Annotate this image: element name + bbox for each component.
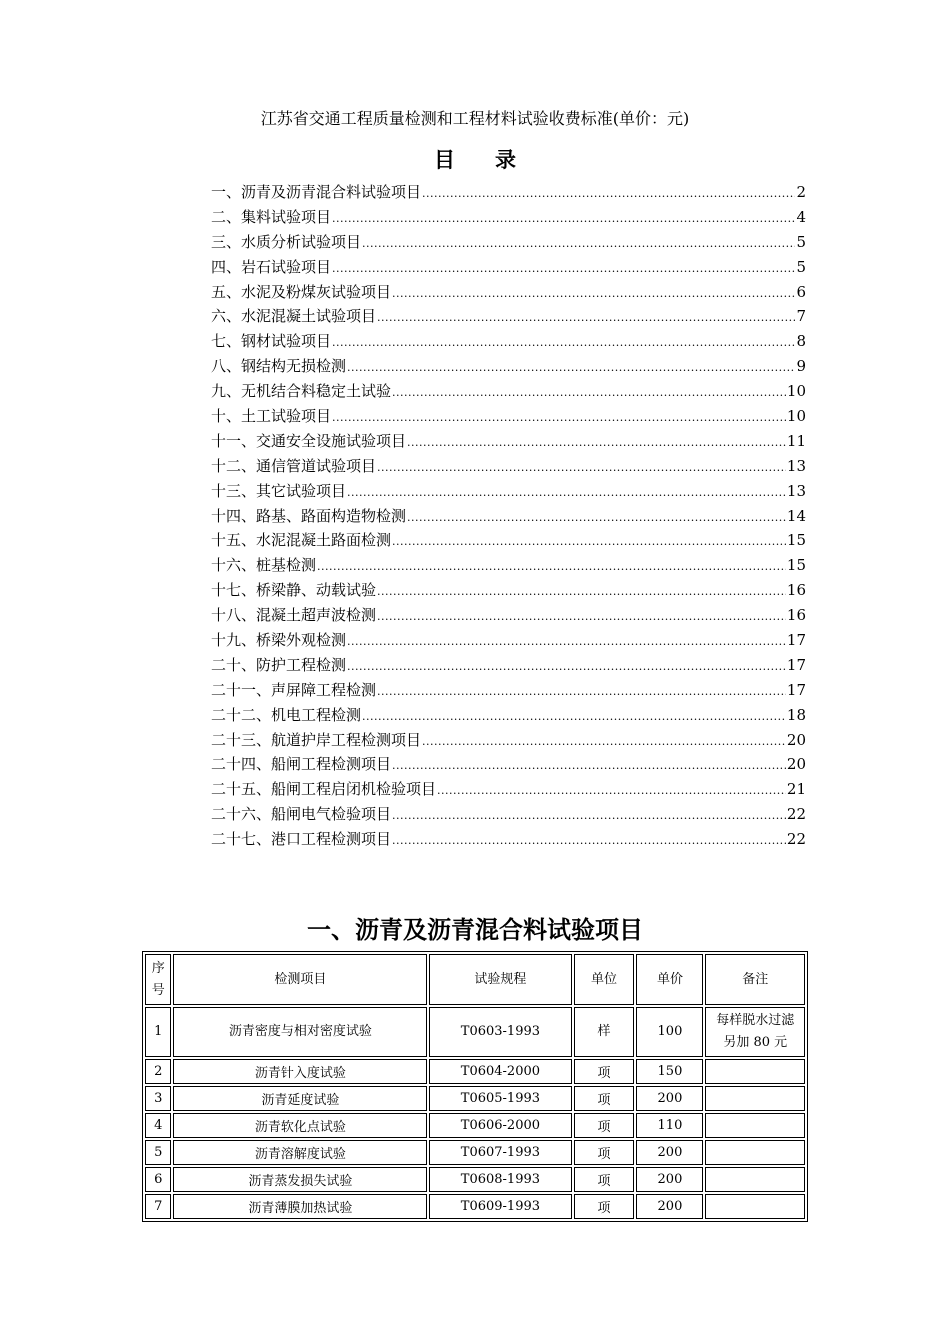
cell-unit: 项	[574, 1059, 635, 1084]
toc-entry-page: 8	[796, 332, 806, 351]
toc-heading	[0, 144, 950, 174]
toc-entry[interactable]	[211, 653, 806, 678]
toc-entry-label: 五、水泥及粉煤灰试验项目	[211, 282, 392, 301]
toc-entry-label: 四、岩石试验项目	[211, 257, 332, 276]
toc-entry-page: 17	[786, 655, 806, 674]
toc-entry-page: 5	[796, 232, 806, 251]
cell-item: 沥青软化点试验	[173, 1113, 427, 1138]
toc-entry-page: 20	[786, 755, 806, 774]
cell-note	[705, 1059, 805, 1084]
column-header-price: 单价	[636, 954, 703, 1005]
column-header-no: 序 号	[145, 954, 171, 1005]
column-header-item: 检测项目	[173, 954, 427, 1005]
toc-entry-page: 7	[796, 307, 806, 326]
cell-spec: T0608-1993	[429, 1167, 571, 1192]
table-row	[145, 1194, 805, 1219]
toc-entry[interactable]	[211, 752, 806, 777]
toc-leader-dots	[422, 182, 795, 207]
toc-entry-label: 十、土工试验项目	[211, 407, 332, 426]
section-title: 一、沥青及沥青混合料试验项目	[307, 915, 643, 944]
toc-entry[interactable]	[211, 379, 806, 404]
cell-note	[705, 1086, 805, 1111]
table-row	[145, 1086, 805, 1111]
toc-entry-page: 13	[786, 481, 806, 500]
toc-entry[interactable]	[211, 230, 806, 255]
toc-entry-label: 三、水质分析试验项目	[211, 232, 362, 251]
column-header-spec: 试验规程	[429, 954, 571, 1005]
toc-leader-dots	[317, 555, 786, 580]
toc-leader-dots	[362, 232, 795, 257]
toc-entry[interactable]	[211, 429, 806, 454]
toc-entry[interactable]	[211, 255, 806, 280]
cell-spec: T0604-2000	[429, 1059, 571, 1084]
toc-leader-dots	[422, 730, 786, 755]
toc-entry-page: 6	[796, 282, 806, 301]
cell-price: 110	[636, 1113, 703, 1138]
toc-leader-dots	[362, 705, 786, 730]
toc-entry-label: 二十一、声屏障工程检测	[211, 680, 377, 699]
toc-entry-label: 九、无机结合料稳定土试验	[211, 382, 392, 401]
toc-leader-dots	[377, 580, 786, 605]
toc-entry-page: 21	[786, 780, 806, 799]
cell-no: 3	[145, 1086, 171, 1111]
table-of-contents	[211, 180, 806, 852]
cell-unit: 样	[574, 1007, 635, 1057]
cell-no: 7	[145, 1194, 171, 1219]
cell-unit: 项	[574, 1113, 635, 1138]
cell-note: 每样脱水过滤 另加 80 元	[705, 1007, 805, 1057]
cell-item: 沥青溶解度试验	[173, 1140, 427, 1165]
cell-item: 沥青密度与相对密度试验	[173, 1007, 427, 1057]
toc-entry-page: 2	[796, 183, 806, 201]
toc-entry[interactable]	[211, 205, 806, 230]
toc-entry-page: 5	[796, 257, 806, 276]
toc-entry[interactable]	[211, 354, 806, 379]
toc-leader-dots	[392, 804, 786, 829]
toc-entry-label: 十六、桩基检测	[211, 556, 317, 575]
toc-leader-dots	[392, 381, 786, 406]
toc-entry[interactable]	[211, 329, 806, 354]
toc-leader-dots	[377, 680, 786, 705]
cell-spec: T0607-1993	[429, 1140, 571, 1165]
cell-spec: T0603-1993	[429, 1007, 571, 1057]
toc-leader-dots	[437, 779, 786, 804]
cell-unit: 项	[574, 1086, 635, 1111]
toc-entry-page: 17	[786, 631, 806, 650]
toc-entry[interactable]	[211, 553, 806, 578]
toc-entry-page: 11	[786, 431, 806, 450]
toc-entry-label: 六、水泥混凝土试验项目	[211, 307, 377, 326]
toc-entry[interactable]	[211, 454, 806, 479]
toc-entry-label: 八、钢结构无损检测	[211, 357, 347, 376]
cell-price: 100	[636, 1007, 703, 1057]
toc-entry-page: 10	[786, 407, 806, 426]
toc-entry[interactable]	[211, 404, 806, 429]
cell-price: 200	[636, 1194, 703, 1219]
cell-price: 150	[636, 1059, 703, 1084]
toc-entry-label: 十九、桥梁外观检测	[211, 631, 347, 650]
toc-heading-right: 录	[495, 147, 516, 172]
toc-entry[interactable]	[211, 280, 806, 305]
toc-entry-page: 4	[796, 207, 806, 226]
toc-leader-dots	[392, 282, 795, 307]
toc-entry-page: 15	[786, 531, 806, 550]
toc-entry-page: 16	[786, 606, 806, 625]
toc-entry-label: 二十六、船闸电气检验项目	[211, 805, 392, 824]
toc-leader-dots	[377, 605, 786, 630]
column-header-note: 备注	[705, 954, 805, 1005]
toc-entry-label: 二十、防护工程检测	[211, 655, 347, 674]
cell-unit: 项	[574, 1140, 635, 1165]
cell-price: 200	[636, 1086, 703, 1111]
toc-entry-page: 14	[786, 506, 806, 525]
cell-no: 4	[145, 1113, 171, 1138]
toc-entry[interactable]	[211, 304, 806, 329]
cell-item: 沥青蒸发损失试验	[173, 1167, 427, 1192]
column-header-unit: 单位	[574, 954, 635, 1005]
toc-heading-left: 目	[434, 147, 455, 172]
toc-leader-dots	[332, 257, 795, 282]
toc-entry-label: 十三、其它试验项目	[211, 481, 347, 500]
toc-leader-dots	[377, 306, 795, 331]
toc-entry-label: 十五、水泥混凝土路面检测	[211, 531, 392, 550]
toc-entry[interactable]	[211, 728, 806, 753]
cell-item: 沥青针入度试验	[173, 1059, 427, 1084]
toc-entry[interactable]	[211, 802, 806, 827]
toc-entry-page: 10	[786, 382, 806, 401]
toc-entry[interactable]	[211, 678, 806, 703]
cell-item: 沥青薄膜加热试验	[173, 1194, 427, 1219]
fee-table	[142, 951, 808, 1222]
table-row	[145, 1007, 805, 1057]
cell-price: 200	[636, 1167, 703, 1192]
cell-no: 2	[145, 1059, 171, 1084]
toc-entry-label: 十一、交通安全设施试验项目	[211, 431, 407, 450]
table-row	[145, 1059, 805, 1084]
table-row	[145, 1140, 805, 1165]
toc-entry[interactable]	[211, 703, 806, 728]
toc-leader-dots	[347, 655, 786, 680]
cell-spec: T0606-2000	[429, 1113, 571, 1138]
toc-entry-label: 二十三、航道护岸工程检测项目	[211, 730, 422, 749]
table-row	[145, 1167, 805, 1192]
toc-entry-page: 22	[786, 805, 806, 824]
cell-note	[705, 1194, 805, 1219]
toc-leader-dots	[377, 456, 786, 481]
toc-leader-dots	[407, 431, 786, 456]
toc-leader-dots	[332, 207, 795, 232]
cell-spec: T0609-1993	[429, 1194, 571, 1219]
toc-entry[interactable]	[211, 578, 806, 603]
toc-leader-dots	[392, 754, 786, 779]
table-row	[145, 1113, 805, 1138]
toc-entry-page: 16	[786, 581, 806, 600]
toc-entry-label: 十八、混凝土超声波检测	[211, 606, 377, 625]
toc-entry[interactable]	[211, 479, 806, 504]
toc-entry[interactable]	[211, 827, 806, 852]
cell-spec: T0605-1993	[429, 1086, 571, 1111]
cell-price: 200	[636, 1140, 703, 1165]
toc-entry-page: 9	[796, 357, 806, 376]
cell-item: 沥青延度试验	[173, 1086, 427, 1111]
toc-entry-page: 13	[786, 456, 806, 475]
cell-no: 6	[145, 1167, 171, 1192]
toc-entry[interactable]	[211, 504, 806, 529]
toc-entry-page: 15	[786, 556, 806, 575]
toc-entry-label: 二十二、机电工程检测	[211, 705, 362, 724]
toc-entry[interactable]	[211, 603, 806, 628]
cell-note	[705, 1113, 805, 1138]
cell-note	[705, 1140, 805, 1165]
toc-entry[interactable]	[211, 777, 806, 802]
cell-no: 1	[145, 1007, 171, 1057]
table-header-row	[145, 954, 805, 1005]
toc-entry-label: 二十七、港口工程检测项目	[211, 830, 392, 849]
toc-entry-label: 二十四、船闸工程检测项目	[211, 755, 392, 774]
toc-entry-label: 二十五、船闸工程启闭机检验项目	[211, 780, 437, 799]
toc-leader-dots	[332, 406, 786, 431]
toc-entry-label: 十二、通信管道试验项目	[211, 456, 377, 475]
toc-entry[interactable]	[211, 628, 806, 653]
toc-entry-page: 22	[786, 830, 806, 849]
toc-entry-label: 二、集料试验项目	[211, 207, 332, 226]
toc-entry-page: 20	[786, 730, 806, 749]
toc-leader-dots	[407, 506, 786, 531]
toc-leader-dots	[332, 331, 795, 356]
toc-leader-dots	[347, 630, 786, 655]
toc-leader-dots	[347, 481, 786, 506]
toc-entry-label: 十七、桥梁静、动载试验	[211, 581, 377, 600]
document-title: 江苏省交通工程质量检测和工程材料试验收费标准(单价：元)	[260, 109, 690, 128]
cell-note	[705, 1167, 805, 1192]
toc-entry[interactable]	[211, 528, 806, 553]
cell-no: 5	[145, 1140, 171, 1165]
toc-entry[interactable]	[211, 180, 806, 205]
toc-entry-label: 十四、路基、路面构造物检测	[211, 506, 407, 525]
toc-entry-page: 18	[786, 705, 806, 724]
cell-unit: 项	[574, 1167, 635, 1192]
toc-leader-dots	[347, 356, 795, 381]
toc-entry-label: 一、沥青及沥青混合料试验项目	[211, 183, 422, 201]
toc-leader-dots	[392, 829, 786, 854]
toc-entry-page: 17	[786, 680, 806, 699]
cell-unit: 项	[574, 1194, 635, 1219]
toc-entry-label: 七、钢材试验项目	[211, 332, 332, 351]
toc-leader-dots	[392, 530, 786, 555]
